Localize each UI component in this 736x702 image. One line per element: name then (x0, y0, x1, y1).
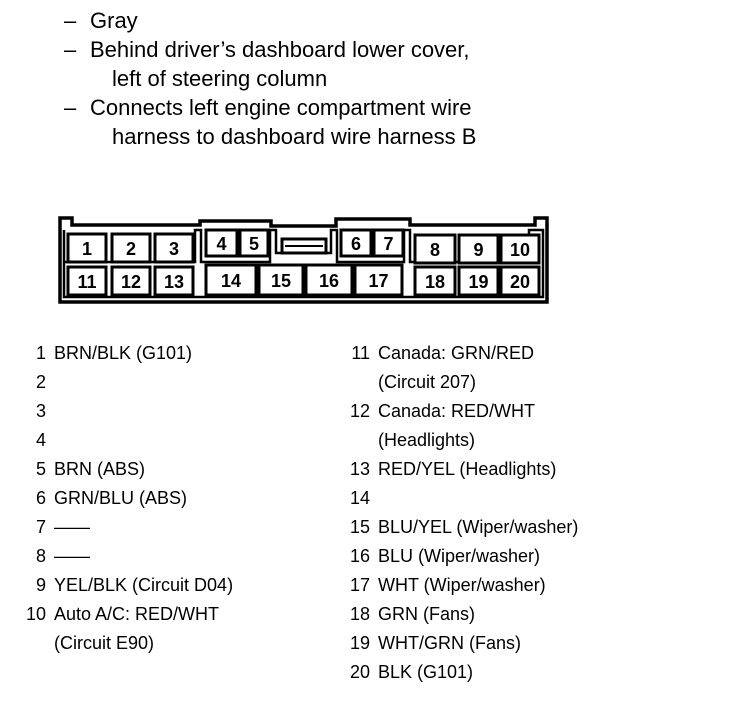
connector-pin-label: 1 (81, 239, 93, 259)
pin-row (346, 513, 578, 542)
pin-description-text: —— (54, 546, 90, 566)
pin-number: 8 (35, 546, 46, 566)
note-dash: – (64, 8, 77, 33)
pin-description-text (54, 401, 59, 421)
pin-number: 15 (349, 517, 370, 537)
pin-description (378, 343, 578, 397)
pin-description (54, 604, 233, 658)
pin-description-text: GRN/BLU (ABS) (54, 488, 188, 508)
pin-number: 14 (349, 488, 370, 508)
pin-description-text: Canada: RED/WHT (378, 401, 536, 421)
pin-description-text: BLU (Wiper/washer) (378, 546, 541, 566)
pin-description (378, 459, 556, 479)
pin-row (22, 426, 233, 455)
pin-number: 5 (35, 459, 46, 479)
pin-row (22, 542, 233, 571)
pin-description-text: Auto A/C: RED/WHT (54, 604, 220, 624)
pin-description-text: WHT (Wiper/washer) (378, 575, 546, 595)
pin-description (378, 604, 475, 624)
pin-description (54, 575, 233, 595)
pin-row (346, 484, 578, 513)
pin-number: 18 (349, 604, 370, 624)
pin-row (346, 542, 578, 571)
pin-row (22, 455, 233, 484)
connector-pin-label: 14 (220, 271, 242, 291)
pin-description-text: BLU/YEL (Wiper/washer) (378, 517, 579, 537)
pin-description-text: YEL/BLK (Circuit D04) (54, 575, 234, 595)
note-text: Behind driver’s dashboard lower cover, (90, 37, 470, 62)
pin-description-text: BRN (ABS) (54, 459, 146, 479)
pin-description-text (54, 430, 59, 450)
pin-description (378, 546, 540, 566)
pin-list-right (346, 339, 578, 687)
pin-number: 7 (35, 517, 46, 537)
connector-pin-label: 12 (120, 272, 142, 292)
pin-description (378, 401, 578, 455)
pin-row (22, 571, 233, 600)
connector-pin-label: 5 (248, 234, 260, 254)
connector-pin-label: 7 (383, 234, 394, 254)
connector-pin-label: 10 (509, 240, 531, 260)
note-text-continued: left of steering column (112, 66, 328, 91)
pin-number: 9 (35, 575, 46, 595)
pin-row (346, 658, 578, 687)
pin-description-text (54, 372, 59, 392)
pin-row (346, 455, 578, 484)
pin-description (54, 459, 145, 479)
pin-row (22, 397, 233, 426)
pin-description (54, 546, 90, 566)
pin-description (378, 575, 546, 595)
pin-number: 3 (35, 401, 46, 421)
connector-pin-label: 20 (509, 272, 531, 292)
note-dash: – (64, 95, 77, 120)
pin-description (378, 633, 521, 653)
pin-description (378, 517, 578, 537)
connector-pin-label: 11 (77, 272, 97, 292)
pin-number: 13 (349, 459, 370, 479)
pin-description-text: GRN (Fans) (378, 604, 476, 624)
pin-number: 17 (349, 575, 370, 595)
pin-description (54, 517, 90, 537)
pin-row (346, 629, 578, 658)
pin-description-continued: (Circuit 207) (378, 372, 477, 392)
pin-row (22, 484, 233, 513)
connector-pin-label: 19 (468, 272, 489, 292)
pin-description (378, 488, 383, 508)
connector-pin-label: 8 (429, 240, 441, 260)
note-text-continued: harness to dashboard wire harness B (112, 124, 477, 149)
pin-list-left (22, 339, 233, 658)
pin-row (346, 571, 578, 600)
connector-pin-label: 6 (350, 234, 362, 254)
pin-number: 4 (35, 430, 46, 450)
pin-description-text: BRN/BLK (G101) (54, 343, 193, 363)
connector-pin-label: 16 (318, 271, 340, 291)
pin-description (54, 488, 187, 508)
note-text: Connects left engine compartment wire (90, 95, 472, 120)
pin-number: 11 (351, 343, 370, 363)
pin-number: 12 (349, 401, 370, 421)
pin-description-text: WHT/GRN (Fans) (378, 633, 521, 653)
pin-row (22, 513, 233, 542)
pin-number: 10 (25, 604, 46, 624)
pin-row (346, 339, 578, 397)
pin-row (22, 368, 233, 397)
pin-description-text: BLK (G101) (378, 662, 474, 682)
pin-description (54, 372, 59, 392)
note-dash: – (64, 37, 77, 62)
pin-description-text (378, 488, 383, 508)
pin-number: 20 (349, 662, 370, 682)
connector-pin-label: 4 (216, 234, 227, 254)
pin-description (54, 343, 192, 363)
pin-number: 2 (35, 372, 46, 392)
pin-description-text: Canada: GRN/RED (378, 343, 535, 363)
pin-description-text: —— (54, 517, 90, 537)
connector-pin-label: 17 (368, 271, 389, 291)
pin-description (54, 430, 59, 450)
pin-description-continued: (Headlights) (378, 430, 476, 450)
pin-description-continued: (Circuit E90) (54, 633, 155, 653)
pin-row (22, 600, 233, 658)
pin-row (346, 600, 578, 629)
connector-pin-label: 3 (168, 239, 180, 259)
pin-description-text: RED/YEL (Headlights) (378, 459, 557, 479)
note-text: Gray (90, 8, 138, 33)
connector-pin-label: 18 (424, 272, 446, 292)
connector-pin-label: 9 (473, 240, 484, 260)
pin-number: 19 (349, 633, 370, 653)
connector-pin-label: 13 (163, 272, 185, 292)
pin-number: 6 (35, 488, 46, 508)
pin-row (22, 339, 233, 368)
pin-number: 16 (349, 546, 370, 566)
connector-pin-label: 15 (270, 271, 292, 291)
connector-pin-label: 2 (125, 239, 137, 259)
pin-number: 1 (35, 343, 46, 363)
pin-row (346, 397, 578, 455)
pin-description (378, 662, 473, 682)
pin-description (54, 401, 59, 421)
